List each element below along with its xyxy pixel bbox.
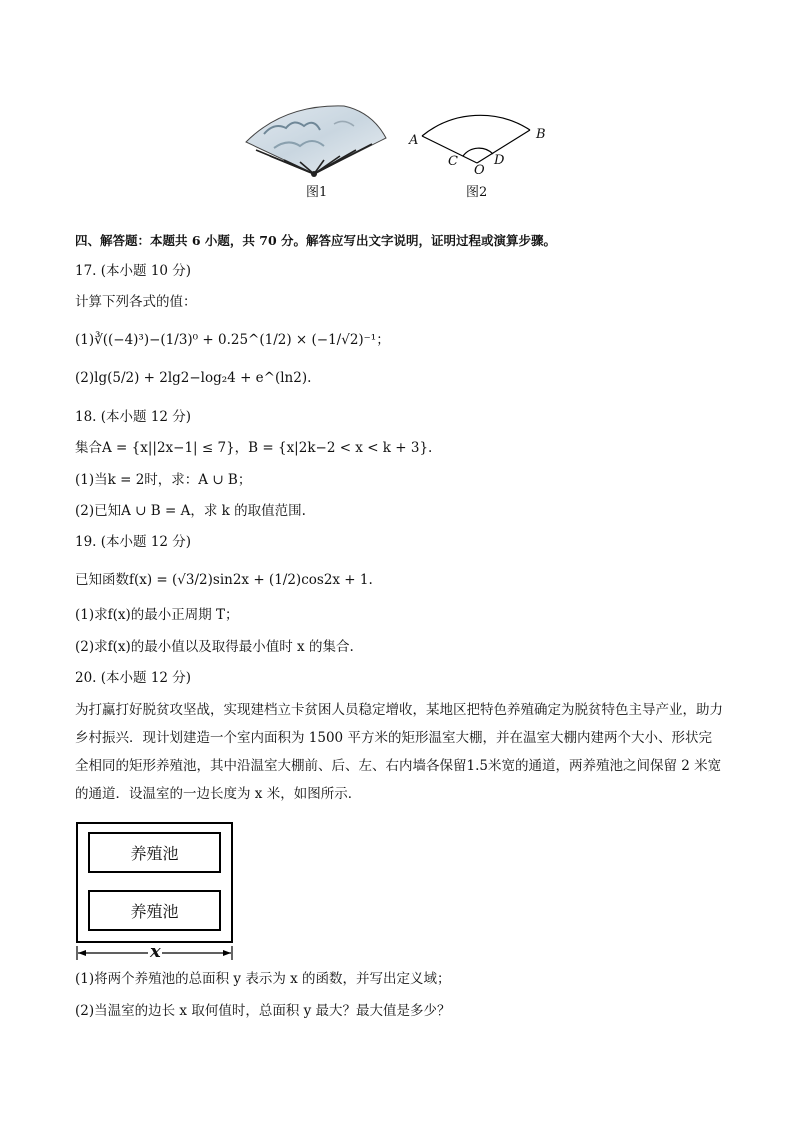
q17-intro: 计算下列各式的值： <box>75 294 197 310</box>
q20-title: 20. (本小题 12 分) <box>75 670 192 686</box>
q17-part2: (2)lg(5/2) + 2lg2−log₂4 + e^(ln2). <box>75 370 312 386</box>
section-heading: 四、解答题：本题共 6 小题，共 70 分。解答应写出文字说明，证明过程或演算步骤。 <box>75 233 557 248</box>
q19-title: 19. (本小题 12 分) <box>75 534 192 550</box>
label-C: C <box>448 154 458 169</box>
q19-part1: (1)求f(x)的最小正周期 T； <box>75 607 239 623</box>
figure-1-caption: 图1 <box>306 185 328 200</box>
q20-part2: (2)当温室的边长 x 取何值时，总面积 y 最大？最大值是多少？ <box>75 1003 451 1019</box>
q18-part1: (1)当k = 2时，求：A ∪ B； <box>75 472 252 488</box>
q18-title: 18. (本小题 12 分) <box>75 409 192 425</box>
dimension-label-x: x <box>150 941 161 962</box>
q18-part2: (2)已知A ∪ B = A，求 k 的取值范围. <box>75 503 306 519</box>
q18-intro: 集合A = {x||2x−1| ≤ 7}，B = {x|2k−2 < x < k + 3}. <box>75 440 433 456</box>
greenhouse-frame <box>76 822 233 943</box>
q19-intro: 已知函数f(x) = (√3/2)sin2x + (1/2)cos2x + 1. <box>75 572 373 588</box>
q19-part2: (2)求f(x)的最小值以及取得最小值时 x 的集合. <box>75 639 354 655</box>
pond-1: 养殖池 <box>88 832 221 873</box>
figure-2-caption: 图2 <box>466 185 488 200</box>
pond-2: 养殖池 <box>88 890 221 931</box>
label-B: B <box>536 127 546 142</box>
q20-body: 为打赢打好脱贫攻坚战，实现建档立卡贫困人员稳定增收，某地区把特色养殖确定为脱贫特色主导产业，助力乡村振兴．现计划建造一个室内面积为 1500 平方米的矩形温室大棚，并在温室大棚内建两个大小、形状完全相同的矩形养殖池，其中沿温室大棚前、后、左、右内墙各保留1.5米宽的通道，两养殖池之间保留 2 米宽的通道．设温室的一边长度为 x 米，如图所示． <box>75 702 723 802</box>
label-O: O <box>474 163 485 178</box>
fan-image <box>244 104 388 180</box>
label-D: D <box>494 153 505 168</box>
q20-part1: (1)将两个养殖池的总面积 y 表示为 x 的函数，并写出定义域； <box>75 971 451 987</box>
q17-part1: (1)∛((−4)³)−(1/3)⁰ + 0.25^(1/2) × (−1/√2)⁻¹； <box>75 332 390 348</box>
label-A: A <box>409 133 419 148</box>
q17-title: 17. (本小题 10 分) <box>75 263 192 279</box>
